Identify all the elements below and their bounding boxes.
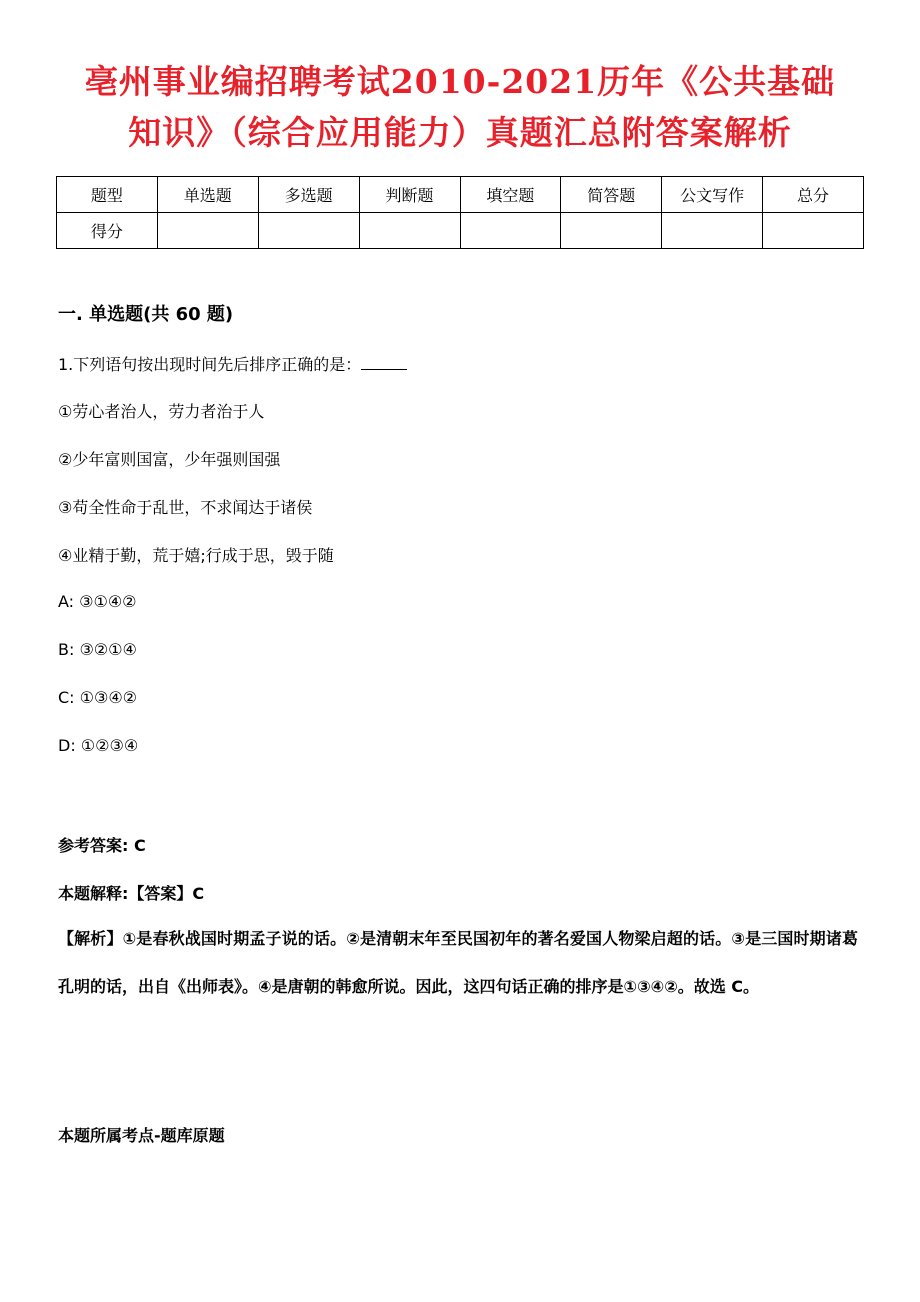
- score-cell: [662, 213, 763, 249]
- explanation-label: 本题解释:【答案】C: [58, 884, 205, 903]
- question-stem: 1.下列语句按出现时间先后排序正确的是：: [58, 355, 362, 374]
- score-cell: [359, 213, 460, 249]
- score-table: [56, 176, 864, 249]
- question-stem-row: [58, 352, 407, 375]
- answer-blank: [361, 355, 407, 370]
- statement-item: ①劳心者治人，劳力者治于人: [58, 402, 265, 421]
- score-row-label: 得分: [57, 213, 158, 249]
- header-cell-fill-blank: 填空题: [460, 177, 561, 213]
- score-cell: [157, 213, 258, 249]
- header-cell-multiple-choice: 多选题: [258, 177, 359, 213]
- statement-item: ④业精于勤，荒于嬉;行成于思，毁于随: [58, 546, 334, 565]
- document-title-line-1: 亳州事业编招聘考试2010-2021历年《公共基础: [84, 62, 836, 101]
- option-a: A: ③①④②: [58, 592, 137, 611]
- document-title-line-2: 知识》（综合应用能力）真题汇总附答案解析: [128, 113, 792, 152]
- score-table-score-row: [57, 213, 864, 249]
- topic-label: 本题所属考点-题库原题: [58, 1126, 225, 1145]
- score-table-header-row: [57, 177, 864, 213]
- header-cell-total: 总分: [763, 177, 864, 213]
- statement-item: ②少年富则国富，少年强则国强: [58, 450, 281, 469]
- score-cell: [460, 213, 561, 249]
- option-b: B: ③②①④: [58, 640, 137, 659]
- statement-item: ③苟全性命于乱世，不求闻达于诸侯: [58, 498, 313, 517]
- score-cell: [763, 213, 864, 249]
- option-d: D: ①②③④: [58, 736, 139, 755]
- header-cell-single-choice: 单选题: [157, 177, 258, 213]
- section-heading: 一. 单选题(共 60 题): [58, 304, 234, 325]
- option-c: C: ①③④②: [58, 688, 138, 707]
- header-cell-type: 题型: [57, 177, 158, 213]
- header-cell-short-answer: 简答题: [561, 177, 662, 213]
- score-cell: [258, 213, 359, 249]
- header-cell-true-false: 判断题: [359, 177, 460, 213]
- score-cell: [561, 213, 662, 249]
- reference-answer: 参考答案: C: [58, 836, 146, 855]
- header-cell-official-writing: 公文写作: [662, 177, 763, 213]
- analysis-paragraph: 【解析】①是春秋战国时期孟子说的话。②是清朝末年至民国初年的著名爱国人物梁启超的话。③是三国时期诸葛孔明的话，出自《出师表》。④是唐朝的韩愈所说。因此，这四句话正确的排序是①③④②。故选 C。: [58, 929, 858, 996]
